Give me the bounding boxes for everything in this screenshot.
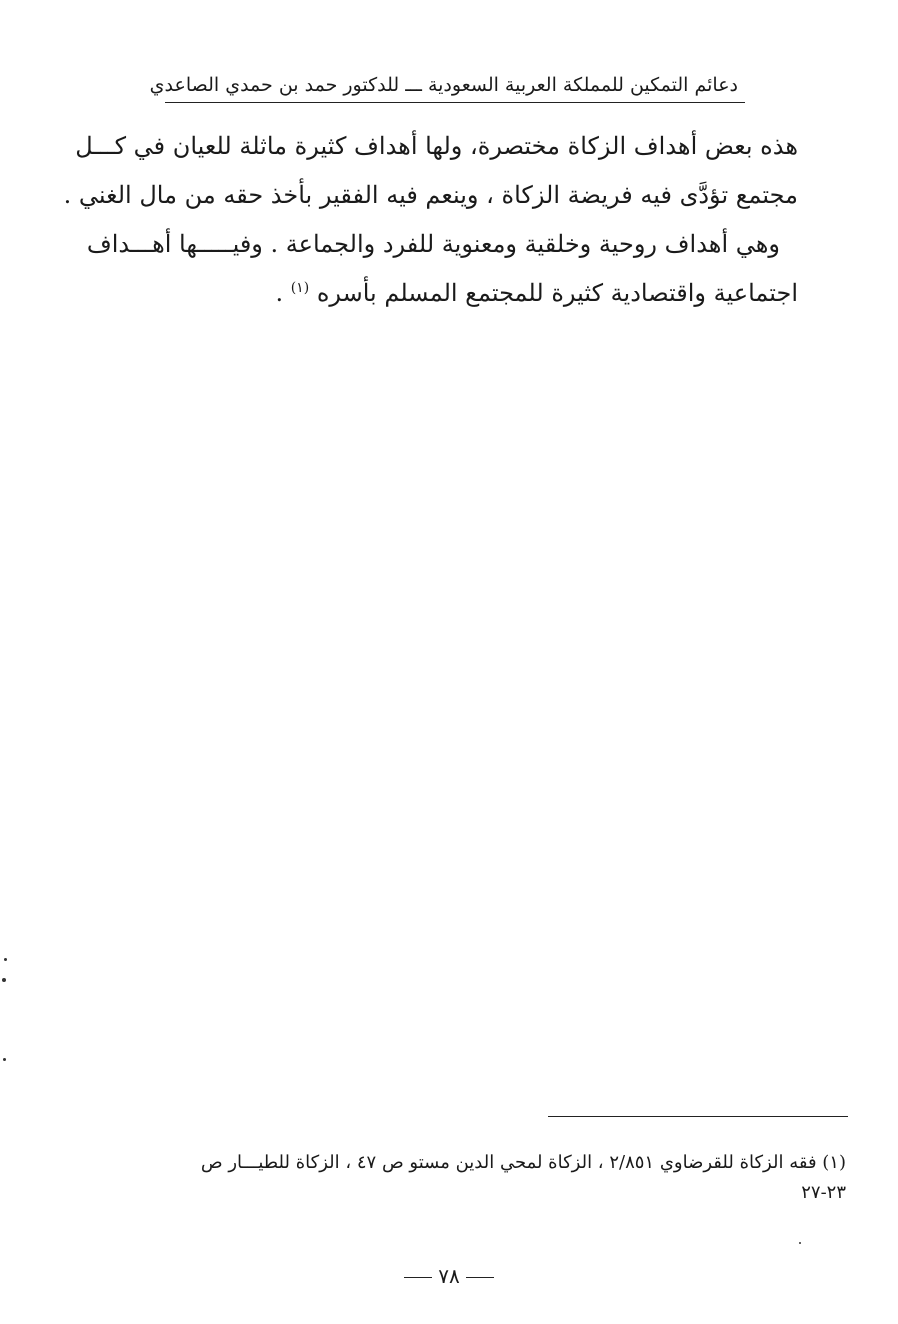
paragraph-2 <box>86 220 798 318</box>
paragraph-1-line-1: هذه بعض أهداف الزكاة مختصرة، ولها أهداف كثيرة ماثلة للعيان في كـــل <box>75 132 798 160</box>
page-number-dash-right <box>466 1277 494 1278</box>
scan-speck <box>2 978 6 982</box>
paragraph-2-line-1: وهي أهداف روحية وخلقية ومعنوية للفرد والجماعة . وفيـــــها أهـــداف <box>86 230 780 258</box>
page-number <box>0 1262 898 1290</box>
scan-speck <box>3 1058 6 1061</box>
paragraph-2-line-2 <box>98 269 798 318</box>
paragraph-1-line-2: مجتمع تؤدَّى فيه فريضة الزكاة ، وينعم فيه الفقير بأخذ حقه من مال الغني . <box>63 181 798 209</box>
running-header: دعائم التمكين للمملكة العربية السعودية ـــ للدكتور حمد بن حمدي الصاعدي <box>149 74 738 96</box>
page-number-value: ٧٨ <box>438 1264 460 1288</box>
footnote-line-1: (١) فقه الزكاة للقرضاوي ٢/٨٥١ ، الزكاة لمحي الدين مستو ص ٤٧ ، الزكاة للطيـــار ص <box>200 1152 846 1173</box>
paragraph-2-line-2-text: اجتماعية واقتصادية كثيرة للمجتمع المسلم بأسره <box>316 279 798 307</box>
page-number-dash-left <box>404 1277 432 1278</box>
paragraph-2-line-2-end: . <box>275 279 291 307</box>
footnote <box>136 1148 846 1208</box>
footnote-reference-marker[interactable]: (١) <box>290 280 310 296</box>
scan-speck <box>799 1242 801 1244</box>
footnote-separator <box>548 1116 848 1117</box>
header-rule <box>165 102 745 103</box>
paragraph-1 <box>63 122 798 220</box>
main-text <box>63 122 798 318</box>
footnote-line-2: ٢٣-٢٧ <box>801 1182 846 1203</box>
scan-speck <box>4 958 7 961</box>
